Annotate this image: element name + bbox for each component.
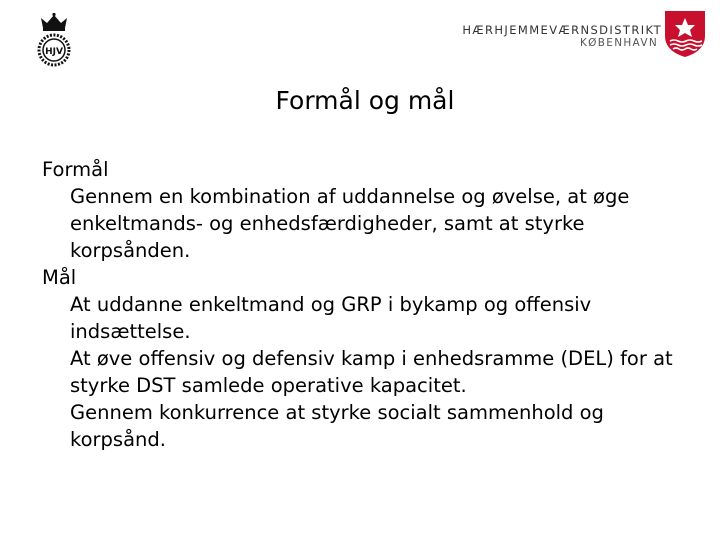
slide-body <box>42 156 682 453</box>
section-item: Gennem en kombination af uddannelse og øvelse, at øge enkeltmands- og enhedsfærdigheder, samt at styrke korpsånden. <box>70 185 630 262</box>
hjv-crest-icon <box>34 12 74 68</box>
district-city: KØBENHAVN <box>580 37 658 49</box>
section-heading-maal: Mål <box>42 266 77 289</box>
section-heading-formaal: Formål <box>42 158 109 181</box>
district-wordmark <box>442 23 662 50</box>
district-name: HÆRHJEMMEVÆRNSDISTRIKT <box>462 23 662 37</box>
section-item: At uddanne enkeltmand og GRP i bykamp og offensiv indsættelse. <box>70 293 592 343</box>
hjv-crest-text: HJV <box>45 47 63 57</box>
slide-title: Formål og mål <box>275 86 455 115</box>
section-item: Gennem konkurrence at styrke socialt sammenhold og korpsånd. <box>70 401 604 451</box>
section-item: At øve offensiv og defensiv kamp i enhedsramme (DEL) for at styrke DST samlede operative kapacitet. <box>70 347 673 397</box>
district-shield-icon <box>662 8 708 58</box>
